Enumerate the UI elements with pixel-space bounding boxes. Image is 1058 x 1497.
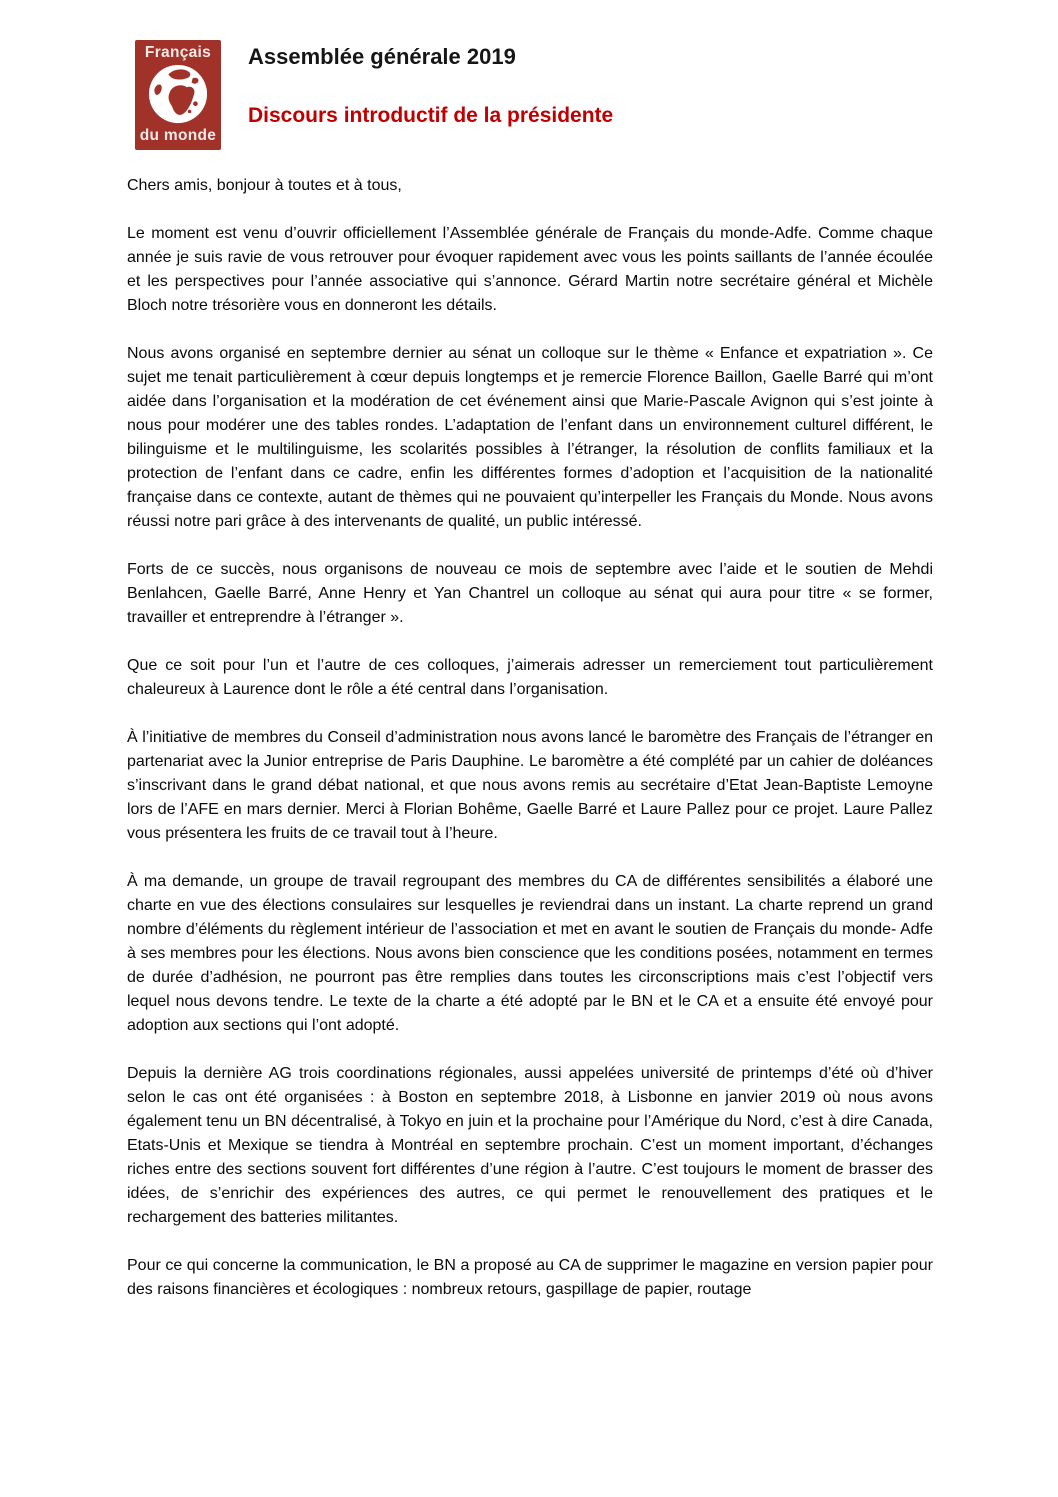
page-title: Assemblée générale 2019 bbox=[248, 44, 516, 69]
paragraph-opening: Le moment est venu d’ouvrir officiellement l’Assemblée générale de Français du monde-Adfe. Comme chaque année je suis ravie de vous retrouver pour évoquer rapidement avec vous les points saillants de l’année écoulée et les perspectives pour l’année associative qui s’annonce. Gérard Martin notre secrétaire général et Michèle Bloch notre trésorière vous en donneront les détails. bbox=[127, 225, 933, 314]
paragraph-charte: À ma demande, un groupe de travail regroupant des membres du CA de différentes sensibilités a élaboré une charte en vue des élections consulaires sur lesquelles je reviendrai dans un instant. La charte reprend un grand nombre d’éléments du règlement intérieur de l’association et met en avant le soutien de Français du monde- Adfe à ses membres pour les élections. Nous avons bien conscience que les conditions posées, notamment en termes de durée d’adhésion, ne pourront pas être remplies dans toutes les circonscriptions mais c’est l’objectif vers lequel nous devons tendre. Le texte de la charte a été adopté par le BN et le CA et a ensuite été envoyé pour adoption aux sections qui l’ont adopté. bbox=[127, 873, 933, 1034]
paragraph-colloque-septembre: Forts de ce succès, nous organisons de nouveau ce mois de septembre avec l’aide et le soutien de Mehdi Benlahcen, Gaelle Barré, Anne Henry et Yan Chantrel un colloque au sénat qui aura pour titre « se former, travailler et entreprendre à l’étranger ». bbox=[127, 561, 933, 626]
paragraph-coordinations: Depuis la dernière AG trois coordinations régionales, aussi appelées université de printemps d’été où d’hiver selon le cas ont été organisées : à Boston en septembre 2018, à Lisbonne en janvier 2019 où nous avons également tenu un BN décentralisé, à Tokyo en juin et la prochaine pour l’Amérique du Nord, c’est à dire Canada, Etats-Unis et Mexique se tiendra à Montréal en septembre prochain. C’est un moment important, d’échanges riches entre des sections souvent fort différentes d’une région à l’autre. C’est toujours le moment de brasser des idées, de s’enrichir des expériences des autres, ce qui permet le renouvellement des pratiques et le rechargement des batteries militantes. bbox=[127, 1065, 933, 1226]
page-subtitle: Discours introductif de la présidente bbox=[248, 104, 614, 127]
logo bbox=[135, 40, 221, 150]
paragraph-communication: Pour ce qui concerne la communication, le BN a proposé au CA de supprimer le magazine en version papier pour des raisons financières et écologiques : nombreux retours, gaspillage de papier, routage bbox=[127, 1257, 933, 1298]
paragraph-barometre: À l’initiative de membres du Conseil d’administration nous avons lancé le baromètre des Français de l’étranger en partenariat avec la Junior entreprise de Paris Dauphine. Le baromètre a été complété par un cahier de doléances s’inscrivant dans le grand débat national, et que nous avons remis au secrétaire d’Etat Jean-Baptiste Lemoyne lors de l’AFE en mars dernier. Merci à Florian Bohême, Gaelle Barré et Laure Pallez pour ce projet. Laure Pallez vous présentera les fruits de ce travail tout à l’heure. bbox=[127, 729, 933, 842]
logo-text-top: Français bbox=[144, 44, 212, 61]
logo-text-bottom: du monde bbox=[139, 126, 217, 144]
document-body bbox=[127, 174, 933, 1326]
paragraph-remerciement-laurence: Que ce soit pour l’un et l’autre de ces colloques, j’aimerais adresser un remerciement tout particulièrement chaleureux à Laurence dont le rôle a été central dans l’organisation. bbox=[127, 657, 933, 698]
paragraph-colloque-enfance: Nous avons organisé en septembre dernier au sénat un colloque sur le thème « Enfance et expatriation ». Ce sujet me tenait particulièrement à cœur depuis longtemps et je remercie Florence Baillon, Gaelle Barré qui m’ont aidée dans l’organisation et la modération de cet événement ainsi que Marie-Pascale Avignon qui s’est jointe à nous pour modérer une des tables rondes. L’adaptation de l’enfant dans un environnement culturel différent, le bilinguisme et le multilinguisme, les scolarités possibles à l’étranger, la résolution de conflits familiaux et la protection de l’enfant dans ce cadre, enfin les différentes formes d’adoption et l’acquisition de la nationalité française dans ce contexte, autant de thèmes qui ne pouvaient qu’interpeller les Français du Monde. Nous avons réussi notre pari grâce à des intervenants de qualité, un public intéressé. bbox=[127, 345, 933, 530]
paragraph-greeting: Chers amis, bonjour à toutes et à tous, bbox=[127, 177, 402, 194]
globe-icon bbox=[147, 63, 209, 125]
